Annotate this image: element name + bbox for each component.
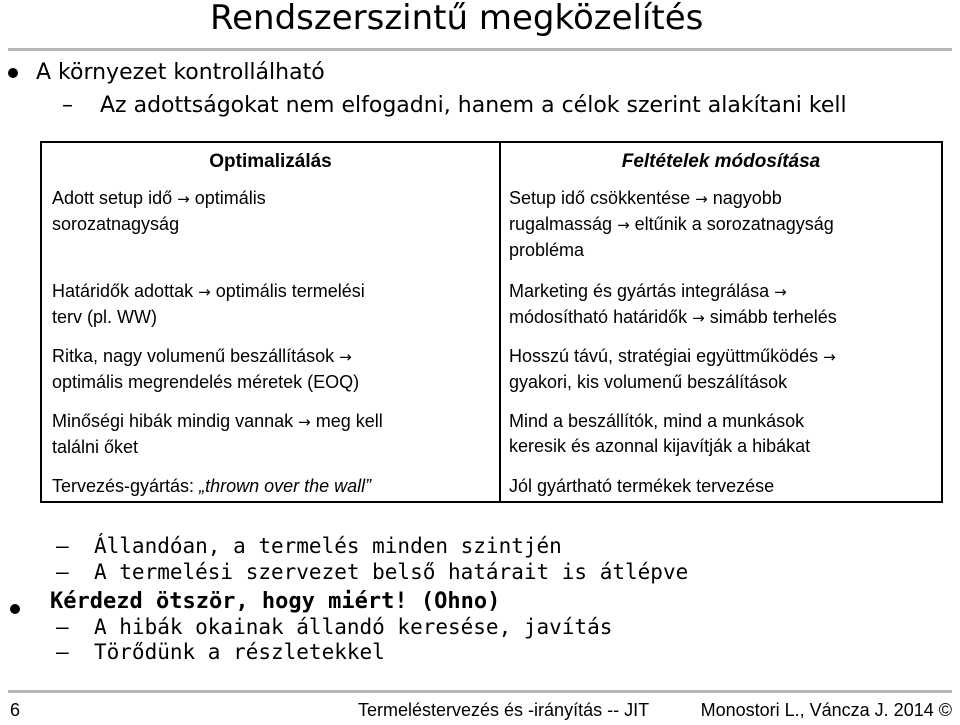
footer-divider [8,690,952,693]
bullet-point: A környezet kontrollálható [8,60,325,85]
left-row-setup: Adott setup idő → optimális sorozatnagyság [52,188,266,234]
list-item: – Törődünk a részletekkel [56,640,385,664]
key-question: Kérdezd ötször, hogy miért! (Ohno) [50,589,501,614]
bullet-icon [10,604,20,614]
arrow-icon: → [692,309,705,327]
arrow-icon: → [198,283,211,301]
arrow-icon: → [177,190,190,208]
list-item: – Állandóan, a termelés minden szintjén [56,534,562,558]
arrow-icon: → [298,413,311,431]
footer-course: Termeléstervezés és -irányítás -- JIT [358,700,650,720]
list-item: – A hibák okainak állandó keresése, javítás [56,615,613,639]
left-row-design: Tervezés-gyártás: „thrown over the wall” [52,476,372,496]
arrow-icon: → [774,283,787,301]
footer-authors: Monostori L., Váncza J. 2014 © [700,700,952,720]
arrow-icon: → [339,348,352,366]
comparison-table [40,141,943,503]
sub-point: – Az adottságokat nem elfogadni, hanem a célok szerint alakítani kell [62,93,847,118]
right-row-cooperation: Hosszú távú, stratégiai együttműködés → gyakori, kis volumenű beszálítások [509,346,836,392]
page-number: 6 [10,700,21,720]
header-conditions: Feltételek módosítása [621,151,821,172]
arrow-icon: → [823,348,836,366]
bullet-icon [8,68,18,78]
page-title: Rendszerszintű megközelítés [210,0,704,38]
arrow-icon: → [695,190,708,208]
arrow-icon: → [617,216,630,234]
right-row-design: Jól gyártható termékek tervezése [509,476,775,496]
header-optimization: Optimalizálás [209,151,332,172]
right-row-marketing: Marketing és gyártás integrálása → módosítható határidők → simább terhelés [509,281,837,327]
list-item: – A termelési szervezet belső határait is átlépve [56,560,689,584]
left-row-suppliers: Ritka, nagy volumenű beszállítások → optimális megrendelés méretek (EOQ) [52,346,360,392]
left-row-deadlines: Határidők adottak → optimális termelési terv (pl. WW) [52,281,365,327]
right-row-workers: Mind a beszállítók, mind a munkások keresik és azonnal kijavítják a hibákat [509,411,811,456]
table-divider [499,143,501,501]
title-divider [8,48,952,51]
left-row-quality: Minőségi hibák mindig vannak → meg kell találni őket [52,411,383,457]
right-row-setup: Setup idő csökkentése → nagyobb rugalmasság → eltűnik a sorozatnagyság probléma [509,188,834,260]
